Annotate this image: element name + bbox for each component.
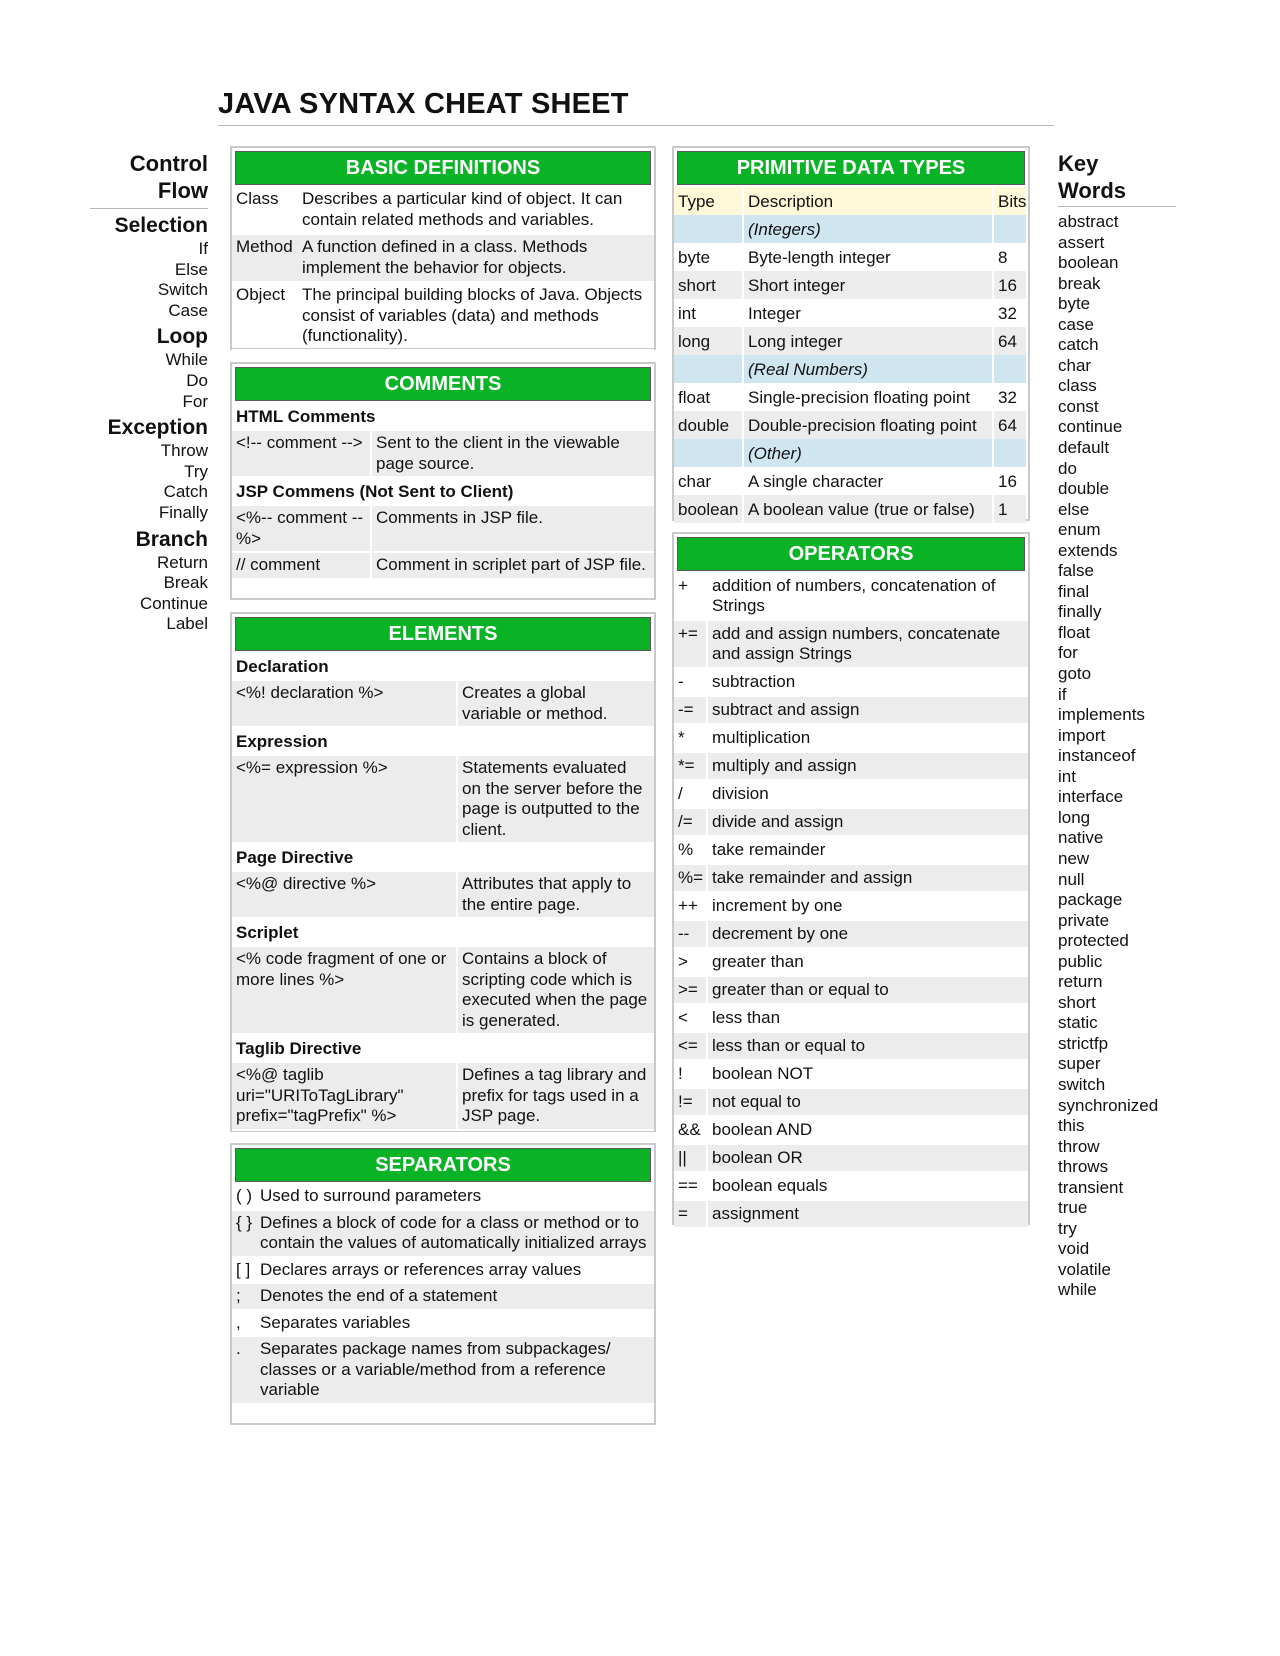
separator-description: Declares arrays or references array values <box>260 1259 582 1279</box>
element-syntax: <%@ directive %> <box>232 872 456 917</box>
control-flow-heading-line1: Control <box>129 151 208 176</box>
operators-header: OPERATORS <box>677 537 1025 571</box>
control-flow-item: Break <box>163 573 208 593</box>
control-flow-item: If <box>198 239 208 258</box>
comment-description: Sent to the client in the viewable page source. <box>370 431 654 476</box>
control-flow-item: Catch <box>163 482 208 502</box>
type-row <box>674 383 1028 411</box>
type-name: byte <box>678 247 711 267</box>
primitive-types-header: PRIMITIVE DATA TYPES <box>677 151 1025 185</box>
keyword-item: volatile <box>1058 1259 1111 1279</box>
operator-row <box>674 1033 1028 1061</box>
control-flow-group-heading: Selection <box>114 214 208 237</box>
definition-term: Class <box>236 189 279 208</box>
primitive-types-table-header <box>674 187 1028 215</box>
operator-description: assignment <box>706 1201 1028 1227</box>
separator-row <box>232 1258 654 1285</box>
keyword-item: null <box>1058 869 1085 889</box>
separators-rows <box>232 1184 654 1405</box>
element-description: Statements evaluated on the server before the page is outputted to the client. <box>456 756 654 842</box>
keyword-item: protected <box>1058 931 1129 951</box>
primitive-types-panel <box>672 146 1030 521</box>
separator-row <box>232 1337 654 1405</box>
operator-row <box>674 669 1028 697</box>
element-heading: Declaration <box>236 657 329 676</box>
separator-symbol: ; <box>236 1286 241 1305</box>
keyword-item: catch <box>1058 335 1099 355</box>
type-description: A boolean value (true or false) <box>742 495 992 523</box>
type-description: (Other) <box>742 439 992 467</box>
operator-symbol: - <box>678 672 684 691</box>
type-category-row <box>674 215 1028 243</box>
separator-symbol: . <box>236 1339 241 1358</box>
comment-syntax: <!-- comment --> <box>232 431 370 476</box>
keyword-item: float <box>1058 622 1091 642</box>
keyword-item: for <box>1058 643 1078 663</box>
control-flow-item: Throw <box>160 441 208 461</box>
separator-row <box>232 1284 654 1311</box>
type-bits: 16 <box>992 467 1026 495</box>
operator-row <box>674 893 1028 921</box>
comment-syntax: <%-- comment --%> <box>232 506 370 551</box>
type-name: long <box>674 327 742 355</box>
type-row <box>674 243 1028 271</box>
type-category-row <box>674 355 1028 383</box>
operator-description: multiply and assign <box>706 753 1028 779</box>
operator-description: take remainder <box>706 837 1028 863</box>
control-flow-item: Else <box>174 259 208 279</box>
elements-header: ELEMENTS <box>235 617 651 651</box>
definition-text: A function defined in a class. Methods implement the behavior for objects. <box>302 237 588 277</box>
operator-row <box>674 1005 1028 1033</box>
definition-row <box>232 187 654 235</box>
operator-description: subtraction <box>706 669 1028 695</box>
control-flow-item: While <box>165 350 208 370</box>
operator-description: add and assign numbers, concatenate and assign Strings <box>706 621 1028 667</box>
element-syntax: <%= expression %> <box>232 756 456 842</box>
type-bits: 16 <box>992 271 1026 299</box>
element-row <box>232 947 654 1035</box>
keyword-item: do <box>1058 458 1077 478</box>
type-bits <box>992 355 1026 383</box>
control-flow-group-heading: Loop <box>156 325 208 349</box>
keyword-item: switch <box>1058 1074 1106 1094</box>
keyword-item: long <box>1058 807 1091 827</box>
separator-description: Denotes the end of a statement <box>260 1286 498 1305</box>
keyword-item: case <box>1058 314 1094 334</box>
keyword-item: enum <box>1058 520 1101 540</box>
operator-description: less than <box>706 1005 1028 1031</box>
type-bits <box>992 215 1026 243</box>
keyword-item: native <box>1058 828 1104 848</box>
keywords-heading-line2: Words <box>1058 178 1127 203</box>
jsp-comments-rows <box>232 506 654 580</box>
page-title: JAVA SYNTAX CHEAT SHEET <box>218 88 1054 126</box>
type-description: (Real Numbers) <box>742 355 992 383</box>
type-bits: 64 <box>992 327 1026 355</box>
keyword-item: package <box>1058 890 1123 910</box>
keyword-item: strictfp <box>1058 1033 1109 1053</box>
header-type: Type <box>674 187 742 215</box>
control-flow-item: Return <box>156 552 208 572</box>
control-flow-group-heading: Exception <box>107 416 208 440</box>
operator-description: divide and assign <box>706 809 1028 835</box>
keyword-item: finally <box>1058 602 1102 622</box>
keyword-item: try <box>1058 1218 1077 1238</box>
type-name: double <box>674 411 742 439</box>
comments-panel <box>230 362 656 600</box>
operator-row <box>674 725 1028 753</box>
keyword-item: implements <box>1058 705 1145 725</box>
keyword-item: new <box>1058 848 1090 868</box>
operators-rows <box>674 573 1028 1229</box>
keyword-item: if <box>1058 684 1067 704</box>
definition-row <box>232 235 654 283</box>
element-heading: Page Directive <box>236 848 354 867</box>
operator-symbol: ! <box>678 1064 683 1083</box>
keyword-item: this <box>1058 1116 1085 1136</box>
operator-description: greater than or equal to <box>706 977 1028 1003</box>
element-heading: Expression <box>236 732 328 751</box>
keyword-item: boolean <box>1058 253 1119 273</box>
type-name <box>674 439 742 467</box>
definition-text: The principal building blocks of Java. Objects consist of variables (data) and methods (functionality). <box>302 285 643 345</box>
separator-description: Used to surround parameters <box>260 1186 482 1205</box>
separators-header: SEPARATORS <box>235 1148 651 1182</box>
type-bits: 64 <box>992 411 1026 439</box>
type-bits: 1 <box>992 495 1026 523</box>
type-row <box>674 495 1028 523</box>
control-flow-item: Finally <box>158 502 208 522</box>
keyword-item: return <box>1058 972 1103 992</box>
keyword-item: abstract <box>1058 212 1119 231</box>
separator-symbol: [ ] <box>236 1259 251 1279</box>
element-syntax: <%! declaration %> <box>232 681 456 726</box>
type-name: short <box>674 271 742 299</box>
operator-description: subtract and assign <box>706 697 1028 723</box>
operator-description: boolean AND <box>706 1117 1028 1143</box>
control-flow-groups <box>90 212 208 635</box>
keyword-item: while <box>1058 1280 1097 1300</box>
keyword-item: class <box>1058 376 1097 396</box>
element-row <box>232 872 654 919</box>
keyword-item: public <box>1058 951 1103 971</box>
operator-row <box>674 865 1028 893</box>
html-comments-heading: HTML Comments <box>236 407 376 426</box>
separator-symbol: , <box>236 1312 241 1332</box>
keyword-item: byte <box>1058 294 1091 314</box>
separator-description: Defines a block of code for a class or method or to contain the values of automatically initialized arrays <box>260 1212 647 1252</box>
keyword-item: interface <box>1058 787 1124 807</box>
type-name: char <box>678 471 712 491</box>
operator-row <box>674 753 1028 781</box>
operator-row <box>674 1173 1028 1201</box>
comment-row <box>232 431 654 478</box>
type-bits: 32 <box>992 383 1026 411</box>
operator-symbol: * <box>678 728 685 747</box>
operator-description: less than or equal to <box>706 1033 1028 1059</box>
operator-row <box>674 1089 1028 1117</box>
header-bits: Bits <box>992 187 1026 215</box>
keyword-item: continue <box>1058 417 1123 437</box>
keyword-item: private <box>1058 910 1110 930</box>
keyword-item: char <box>1058 355 1092 375</box>
keyword-item: final <box>1058 581 1090 601</box>
keyword-item: throws <box>1058 1157 1109 1177</box>
element-syntax: <% code fragment of one or more lines %> <box>232 947 456 1033</box>
basic-definitions-header: BASIC DEFINITIONS <box>235 151 651 185</box>
control-flow-group-heading: Branch <box>135 527 208 551</box>
type-description: Single-precision floating point <box>742 383 992 411</box>
elements-panel <box>230 612 656 1132</box>
separator-row <box>232 1184 654 1211</box>
separator-row <box>232 1211 654 1258</box>
control-flow-item: Label <box>166 614 208 634</box>
type-name <box>674 355 742 383</box>
operator-description: not equal to <box>706 1089 1028 1115</box>
operator-row <box>674 781 1028 809</box>
operator-row <box>674 809 1028 837</box>
keyword-item: import <box>1058 725 1106 745</box>
type-row <box>674 327 1028 355</box>
element-heading: Taglib Directive <box>236 1039 362 1058</box>
control-flow-item: Try <box>184 461 208 481</box>
operator-symbol: += <box>674 621 706 667</box>
operator-row <box>674 1145 1028 1173</box>
operator-row <box>674 621 1028 669</box>
elements-groups <box>232 653 654 1131</box>
operator-description: boolean equals <box>706 1173 1028 1199</box>
operator-row <box>674 1061 1028 1089</box>
operator-row <box>674 949 1028 977</box>
type-description: (Integers) <box>742 215 992 243</box>
operator-row <box>674 697 1028 725</box>
separator-description: Separates variables <box>260 1312 411 1332</box>
comment-row <box>232 553 654 580</box>
operator-description: boolean OR <box>706 1145 1028 1171</box>
type-name: boolean <box>674 495 742 523</box>
type-description: A single character <box>742 467 992 495</box>
jsp-comments-heading: JSP Commens (Not Sent to Client) <box>236 482 514 501</box>
type-description: Double-precision floating point <box>742 411 992 439</box>
control-flow-item: For <box>182 391 208 411</box>
keyword-item: break <box>1058 273 1101 293</box>
keywords-heading <box>1058 150 1176 207</box>
control-flow-item: Continue <box>139 593 208 613</box>
element-description: Contains a block of scripting code which is executed when the page is generated. <box>456 947 654 1033</box>
separator-description: Separates package names from subpackages/ classes or a variable/method from a reference variable <box>260 1339 611 1399</box>
keyword-item: else <box>1058 499 1090 519</box>
definition-term: Method <box>236 237 293 256</box>
operator-description: boolean NOT <box>706 1061 1028 1087</box>
definition-term: Object <box>236 285 286 304</box>
element-description: Attributes that apply to the entire page. <box>456 872 654 917</box>
operator-symbol: = <box>674 1201 706 1227</box>
type-bits: 8 <box>992 243 1026 271</box>
element-heading: Scriplet <box>236 923 299 942</box>
keyword-item: const <box>1058 396 1099 416</box>
control-flow-heading <box>90 150 208 209</box>
operator-description: greater than <box>706 949 1028 975</box>
operator-symbol: *= <box>674 753 706 779</box>
operator-symbol: >= <box>674 977 706 1003</box>
element-description: Defines a tag library and prefix for tags used in a JSP page. <box>456 1063 654 1129</box>
operators-panel <box>672 532 1030 1225</box>
type-description: Byte-length integer <box>742 243 992 271</box>
type-row <box>674 299 1028 327</box>
keyword-item: false <box>1058 561 1094 581</box>
type-row <box>674 467 1028 495</box>
element-row <box>232 1063 654 1131</box>
basic-definitions-rows <box>232 187 654 351</box>
definition-row <box>232 283 654 351</box>
keyword-item: void <box>1058 1239 1090 1259</box>
control-flow-column <box>90 150 208 635</box>
separator-symbol: ( ) <box>236 1186 253 1205</box>
type-name: int <box>678 303 696 323</box>
keyword-item: double <box>1058 479 1110 499</box>
operator-description: addition of numbers, concatenation of Strings <box>706 573 1028 619</box>
keyword-item: transient <box>1058 1177 1124 1197</box>
operator-symbol: || <box>674 1145 706 1171</box>
separator-row <box>232 1311 654 1338</box>
operator-symbol: -- <box>674 921 706 947</box>
type-category-row <box>674 439 1028 467</box>
keyword-item: synchronized <box>1058 1095 1159 1115</box>
comment-description: Comment in scriplet part of JSP file. <box>370 553 654 578</box>
type-bits <box>992 439 1026 467</box>
type-row <box>674 411 1028 439</box>
operator-row <box>674 1201 1028 1229</box>
operator-symbol: -= <box>674 697 706 723</box>
operator-row <box>674 573 1028 621</box>
keyword-item: short <box>1058 992 1096 1012</box>
separators-panel <box>230 1143 656 1425</box>
keyword-item: static <box>1058 1013 1098 1033</box>
basic-definitions-panel <box>230 146 656 350</box>
operator-symbol: ++ <box>678 896 698 915</box>
html-comments-rows <box>232 431 654 478</box>
keyword-item: true <box>1058 1198 1088 1218</box>
operator-description: decrement by one <box>706 921 1028 947</box>
operator-symbol: % <box>678 840 694 859</box>
element-description: Creates a global variable or method. <box>456 681 654 726</box>
control-flow-item: Case <box>168 300 208 320</box>
operator-symbol: && <box>678 1120 701 1139</box>
operator-symbol: / <box>678 784 683 803</box>
operator-symbol: > <box>678 952 688 971</box>
keywords-list <box>1058 212 1158 1301</box>
operator-symbol: %= <box>674 865 706 891</box>
type-row <box>674 271 1028 299</box>
type-description: Short integer <box>742 271 992 299</box>
keyword-item: super <box>1058 1054 1101 1074</box>
operator-description: multiplication <box>706 725 1028 751</box>
keyword-item: assert <box>1058 232 1105 252</box>
operator-row <box>674 1117 1028 1145</box>
operator-description: increment by one <box>706 893 1028 919</box>
keywords-heading-line1: Key <box>1058 151 1099 176</box>
comments-header: COMMENTS <box>235 367 651 401</box>
control-flow-heading-line2: Flow <box>157 178 208 203</box>
operator-symbol: + <box>678 576 688 595</box>
operator-description: division <box>706 781 1028 807</box>
control-flow-item: Switch <box>157 280 208 300</box>
keyword-item: int <box>1058 766 1076 786</box>
header-description: Description <box>742 187 992 215</box>
operator-row <box>674 837 1028 865</box>
keyword-item: extends <box>1058 540 1118 560</box>
primitive-types-rows <box>674 215 1028 523</box>
keyword-item: default <box>1058 438 1110 458</box>
operator-symbol: /= <box>674 809 706 835</box>
comment-description: Comments in JSP file. <box>370 506 654 551</box>
comment-syntax: // comment <box>232 553 370 578</box>
operator-symbol: < <box>678 1008 688 1027</box>
definition-text: Describes a particular kind of object. It can contain related methods and variables. <box>302 189 623 229</box>
type-name: float <box>678 387 711 407</box>
element-row <box>232 681 654 728</box>
type-bits: 32 <box>992 299 1026 327</box>
operator-description: take remainder and assign <box>706 865 1028 891</box>
keyword-item: goto <box>1058 664 1092 684</box>
operator-symbol: == <box>678 1176 698 1195</box>
control-flow-item: Do <box>186 370 208 390</box>
keyword-item: instanceof <box>1058 746 1136 766</box>
comment-row <box>232 506 654 553</box>
type-name <box>674 215 742 243</box>
operator-symbol: != <box>674 1089 706 1115</box>
element-row <box>232 756 654 844</box>
operator-row <box>674 977 1028 1005</box>
type-description: Integer <box>742 299 992 327</box>
element-syntax: <%@ taglib uri="URIToTagLibrary" prefix="tagPrefix" %> <box>232 1063 456 1129</box>
type-description: Long integer <box>742 327 992 355</box>
operator-row <box>674 921 1028 949</box>
separator-symbol: { } <box>236 1212 253 1232</box>
operator-symbol: <= <box>674 1033 706 1059</box>
keyword-item: throw <box>1058 1136 1100 1156</box>
